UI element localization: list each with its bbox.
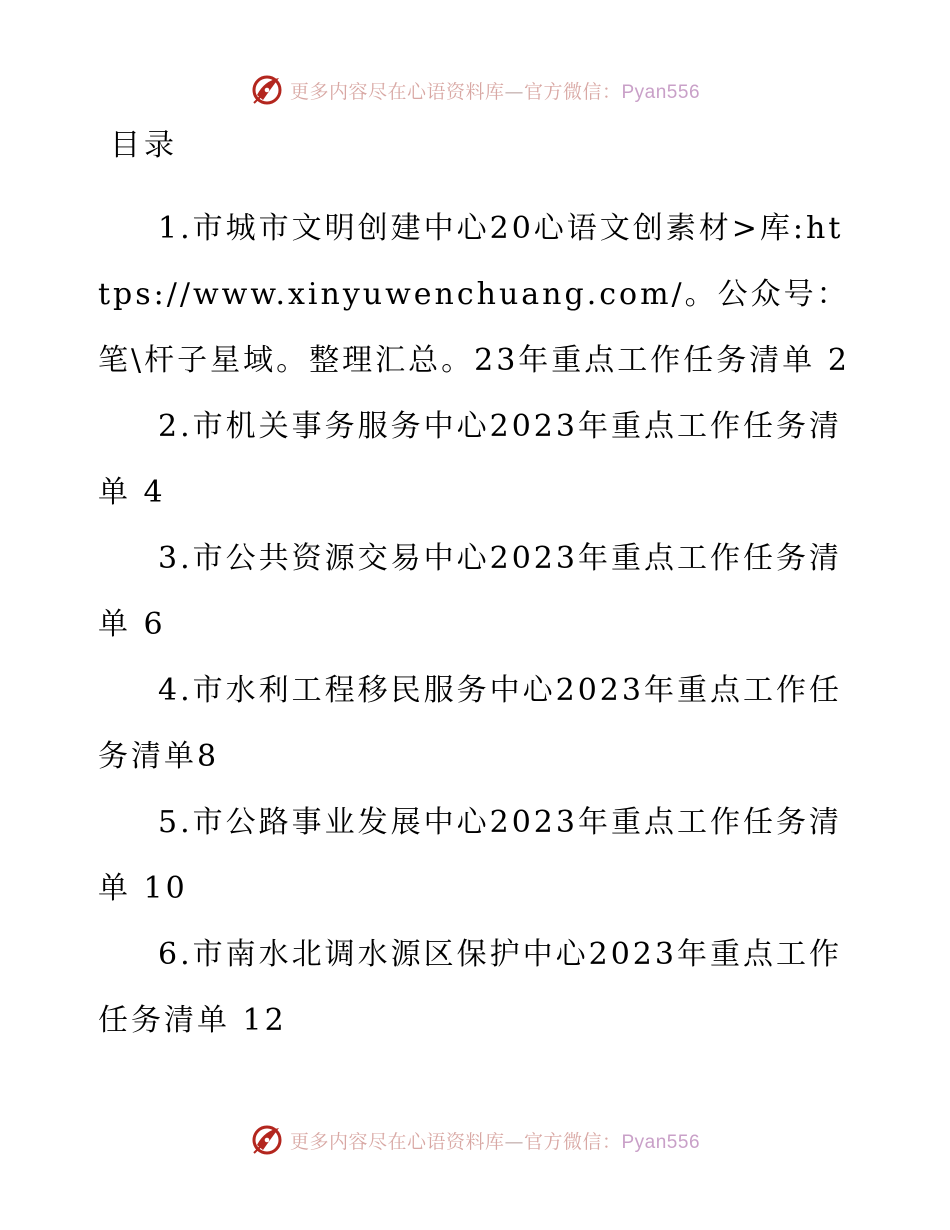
watermark-text: 更多内容尽在心语资料库—官方微信：Pyan556: [289, 80, 701, 103]
toc-entry: 3.市公共资源交易中心2023年重点工作任务清单 6: [98, 541, 842, 642]
pen-nib-logo-icon: [250, 73, 284, 107]
header-watermark: [0, 70, 950, 110]
toc-entry: 1.市城市文明创建中心20心语文创素材>库:https://www.xinyuwenchuang.com/。公众号：笔\杆子星域。整理汇总。23年重点工作任务清单 2: [98, 211, 850, 378]
toc-entry: 2.市机关事务服务中心2023年重点工作任务清单 4: [98, 409, 842, 510]
toc-entry: 5.市公路事业发展中心2023年重点工作任务清单 10: [98, 805, 842, 906]
toc-entry: 4.市水利工程移民服务中心2023年重点工作任务清单8: [98, 673, 842, 774]
watermark-text: 更多内容尽在心语资料库—官方微信：Pyan556: [289, 1130, 701, 1153]
footer-watermark: [0, 1120, 950, 1160]
toc-list: [98, 196, 850, 1054]
toc-entry: 6.市南水北调水源区保护中心2023年重点工作任务清单 12: [98, 937, 842, 1038]
toc-title: 目录: [110, 128, 178, 163]
pen-nib-logo-icon: [250, 1123, 284, 1157]
